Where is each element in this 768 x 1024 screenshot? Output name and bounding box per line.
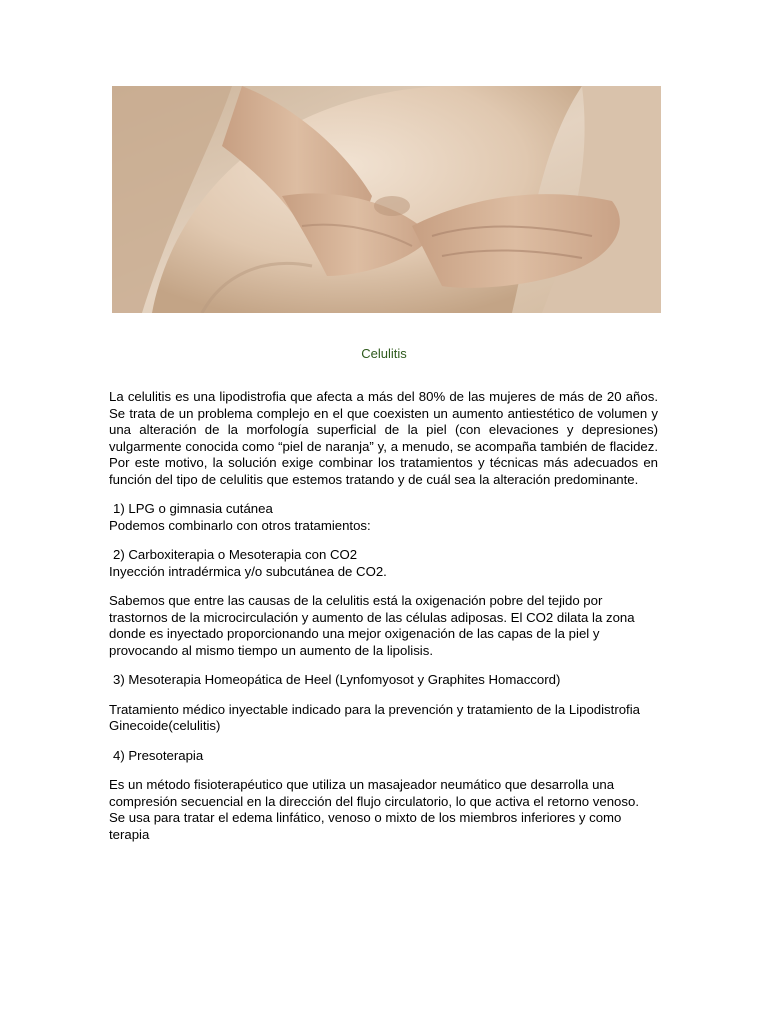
item2-paragraph: Sabemos que entre las causas de la celulitis está la oxigenación pobre del tejido por trastornos de la microcirculación y aumento de las células adiposas. El CO2 dilata la zona donde es inyectado proporcionando una mejor oxigenación de las capas de la piel y provocando al mismo tiempo un aumento de la lipolisis. <box>109 593 635 658</box>
item3-heading: 3) Mesoterapia Homeopática de Heel (Lynfomyosot y Graphites Homaccord) <box>113 672 561 687</box>
document-body <box>109 389 658 843</box>
skin-hands-illustration <box>112 86 661 313</box>
item2-heading: 2) Carboxiterapia o Mesoterapia con CO2 <box>113 547 358 562</box>
item3-paragraph: Tratamiento médico inyectable indicado para la prevención y tratamiento de la Lipodistrofia Ginecoide(celulitis) <box>109 701 640 733</box>
item1-text: Podemos combinarlo con otros tratamientos: <box>109 517 371 533</box>
item4-paragraph: Es un método fisioterapéutico que utiliza un masajeador neumático que desarrolla una compresión secuencial en la dirección del flujo circulatorio, lo que activa el retorno venoso. Se usa para tratar el edema linfático, venoso o mixto de los miembros inferiores y como terapia <box>109 777 639 842</box>
item2-text: Inyección intradérmica y/o subcutánea de CO2. <box>109 563 387 579</box>
cellulite-photo <box>112 86 661 313</box>
intro-paragraph: La celulitis es una lipodistrofia que afecta a más del 80% de las mujeres de más de 20 años. Se trata de un problema complejo en el que coexisten un aumento antiestético de volumen y una alteración de la morfología superficial de la piel (con elevaciones y depresiones) vulgarmente conocida como “piel de naranja” y, a menudo, se acompaña también de flacidez. Por este motivo, la solución exige combinar los tratamientos y técnicas más adecuados en función del tipo de celulitis que estemos tratando y de cuál sea la alteración predominante. <box>109 389 658 487</box>
document-title: Celulitis <box>361 346 407 361</box>
item4-heading: 4) Presoterapia <box>113 747 204 763</box>
item1-heading: 1) LPG o gimnasia cutánea <box>113 501 273 516</box>
